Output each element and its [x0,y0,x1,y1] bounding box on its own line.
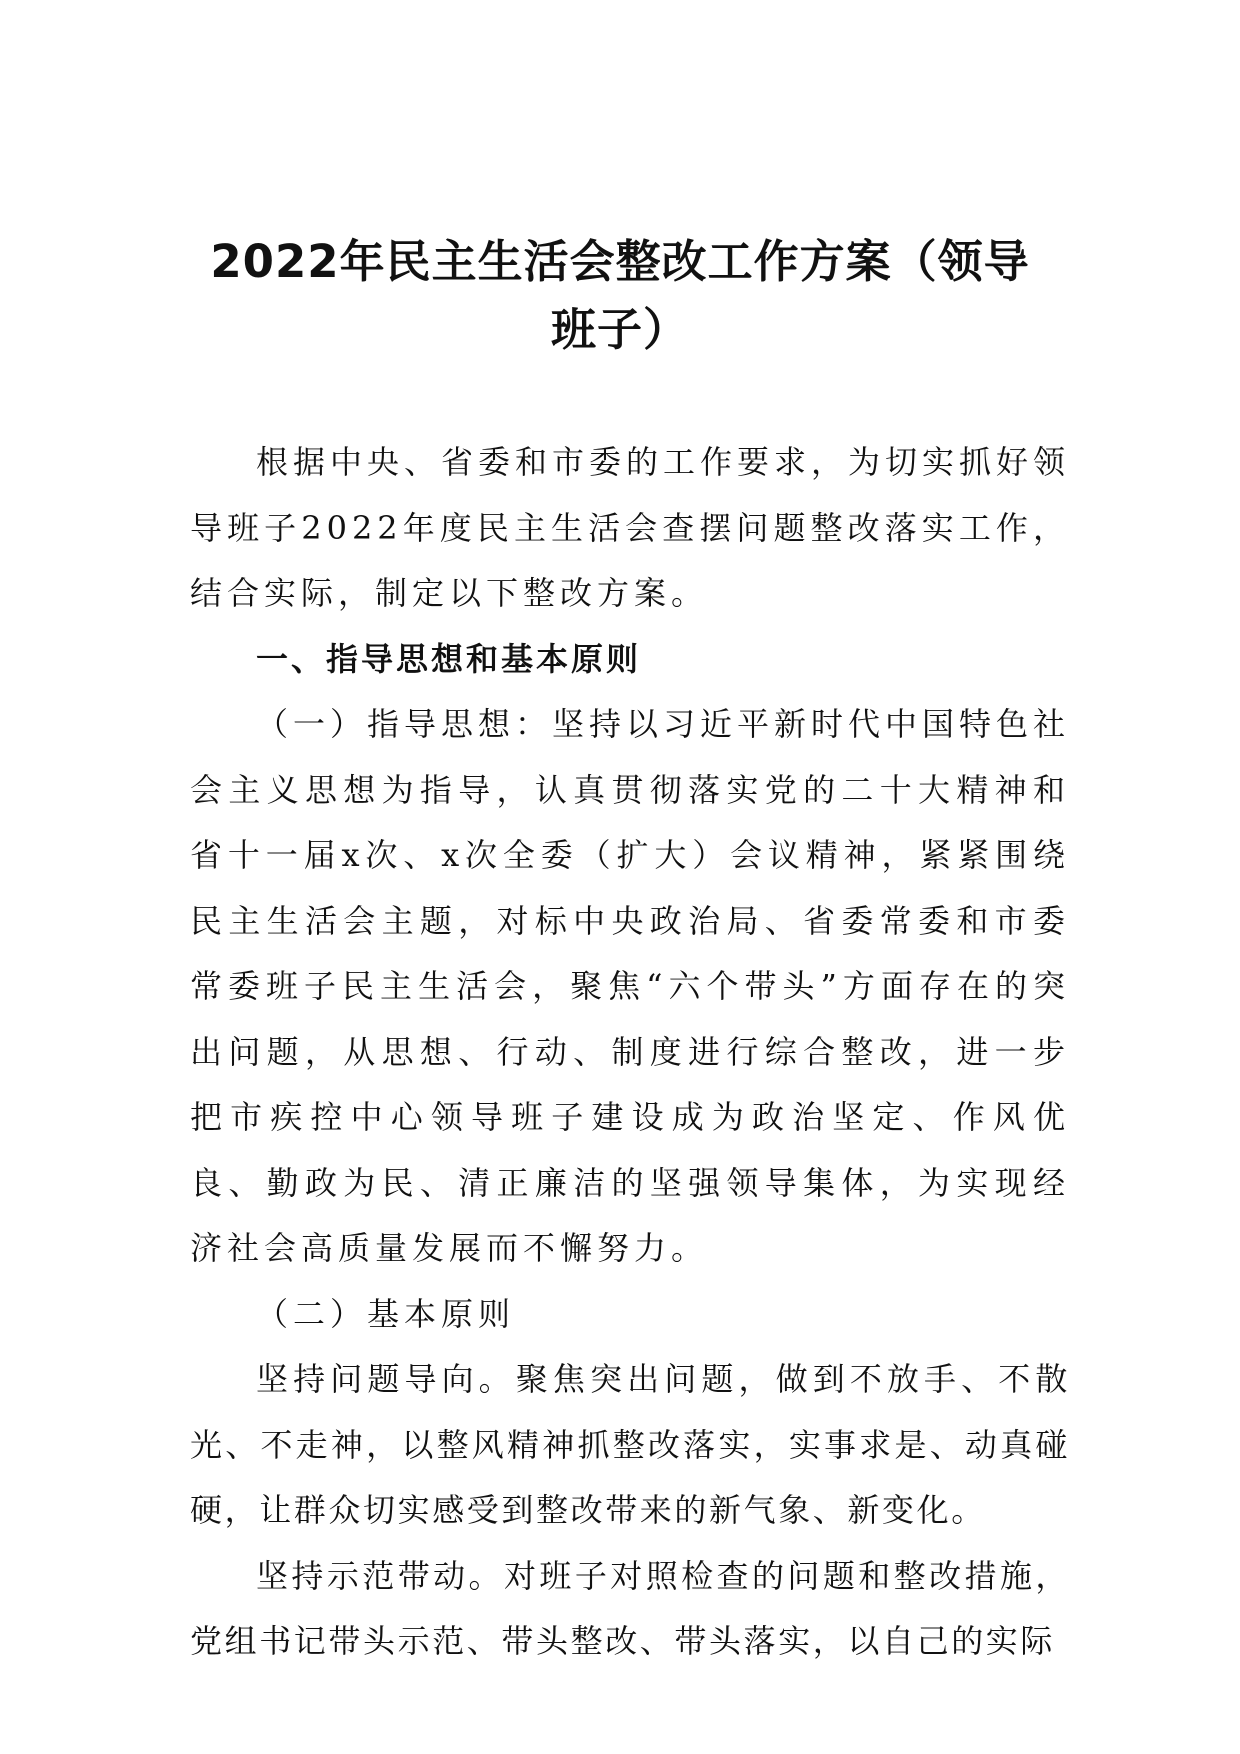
intro-paragraph: 根据中央、省委和市委的工作要求，为切实抓好领导班子2022年度民主生活会查摆问题整改落实工作，结合实际，制定以下整改方案。 [190,443,1071,612]
principle-lead-by-example-paragraph: 坚持示范带动。对班子对照检查的问题和整改措施，党组书记带头示范、带头整改、带头落实，以自己的实际 [190,1556,1070,1660]
section-heading-1: 一、指导思想和基本原则 [256,639,642,678]
document-title: 2022年民主生活会整改工作方案（领导班子） [210,235,1030,356]
principle-problem-oriented-paragraph: 坚持问题导向。聚焦突出问题，做到不放手、不散光、不走神，以整风精神抓整改落实，实事求是、动真碰硬，让群众切实感受到整改带来的新气象、新变化。 [190,1360,1070,1529]
document-body [190,430,1070,1675]
guiding-thought-paragraph: （一）指导思想：坚持以习近平新时代中国特色社会主义思想为指导，认真贯彻落实党的二十大精神和省十一届x次、x次全委（扩大）会议精神，紧紧围绕民主生活会主题，对标中央政治局、省委常委和市委常委班子民主生活会，聚焦“六个带头”方面存在的突出问题，从思想、行动、制度进行综合整改，进一步把市疾控中心领导班子建设成为政治坚定、作风优良、勤政为民、清正廉洁的坚强领导集体，为实现经济社会高质量发展而不懈努力。 [190,705,1071,1267]
subsection-heading-basic-principles: （二）基本原则 [256,1294,516,1333]
